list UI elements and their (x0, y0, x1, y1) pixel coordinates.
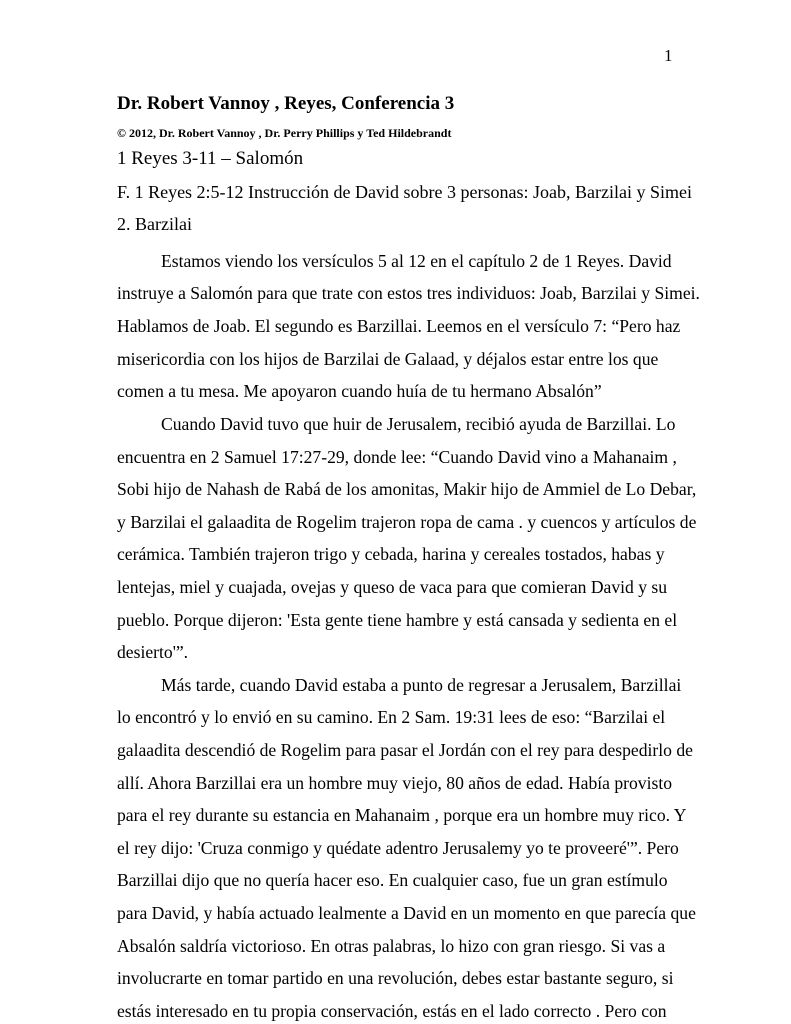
text-line: para David, y había actuado lealmente a David en un momento en que parecía que (117, 903, 696, 923)
text-line: galaadita descendió de Rogelim para pasar el Jordán con el rey para despedirlo de (117, 740, 693, 760)
page-number: 1 (664, 46, 673, 65)
text-line: allí. Ahora Barzillai era un hombre muy viejo, 80 años de edad. Había provisto (117, 773, 673, 793)
text-line: pueblo. Porque dijeron: 'Esta gente tiene hambre y está cansada y sedienta en el (117, 610, 678, 630)
text-line: Estamos viendo los versículos 5 al 12 en el capítulo 2 de 1 Reyes. David (161, 251, 672, 271)
text-line: encuentra en 2 Samuel 17:27-29, donde lee: “Cuando David vino a Mahanaim , (117, 447, 677, 467)
text-line: y Barzilai el galaadita de Rogelim trajeron ropa de cama . y cuencos y artículos de (117, 512, 697, 532)
document-title: Dr. Robert Vannoy , Reyes, Conferencia 3 (117, 93, 455, 114)
text-line: instruye a Salomón para que trate con estos tres individuos: Joab, Barzilai y Simei. (117, 283, 700, 303)
text-line: comen a tu mesa. Me apoyaron cuando huía de tu hermano Absalón” (117, 381, 602, 401)
text-line: el rey dijo: 'Cruza conmigo y quédate adentro Jerusalemy yo te proveeré'”. Pero (117, 838, 679, 858)
text-line: involucrarte en tomar partido en una revolución, debes estar bastante seguro, si (117, 968, 674, 988)
text-line: desierto'”. (117, 642, 189, 662)
subheading-2: 2. Barzilai (117, 214, 192, 234)
text-line: Cuando David tuvo que huir de Jerusalem, recibió ayuda de Barzillai. Lo (161, 414, 676, 434)
text-line: para el rey durante su estancia en Mahanaim , porque era un hombre muy rico. Y (117, 805, 687, 825)
text-line: Barzillai dijo que no quería hacer eso. En cualquier caso, fue un gran estímulo (117, 870, 668, 890)
text-line: Absalón saldría victorioso. En otras palabras, lo hizo con gran riesgo. Si vas a (117, 936, 666, 956)
text-line: lentejas, miel y cuajada, ovejas y queso de vaca para que comieran David y su (117, 577, 668, 597)
text-line: Más tarde, cuando David estaba a punto de regresar a Jerusalem, Barzillai (161, 675, 682, 695)
text-line: estás interesado en tu propia conservación, estás en el lado correcto . Pero con (117, 1001, 667, 1021)
section-heading: 1 Reyes 3-11 – Salomón (117, 148, 304, 169)
text-line: misericordia con los hijos de Barzilai de Galaad, y déjalos estar entre los que (117, 349, 659, 369)
text-line: cerámica. También trajeron trigo y cebada, harina y cereales tostados, habas y (117, 544, 665, 564)
copyright-line: © 2012, Dr. Robert Vannoy , Dr. Perry Phillips y Ted Hildebrandt (117, 126, 452, 140)
text-line: Sobi hijo de Nahash de Rabá de los amonitas, Makir hijo de Ammiel de Lo Debar, (117, 479, 697, 499)
text-line: Hablamos de Joab. El segundo es Barzillai. Leemos en el versículo 7: “Pero haz (117, 316, 681, 336)
subheading-f: F. 1 Reyes 2:5-12 Instrucción de David sobre 3 personas: Joab, Barzilai y Simei (117, 182, 692, 202)
text-line: lo encontró y lo envió en su camino. En 2 Sam. 19:31 lees de eso: “Barzilai el (117, 707, 666, 727)
